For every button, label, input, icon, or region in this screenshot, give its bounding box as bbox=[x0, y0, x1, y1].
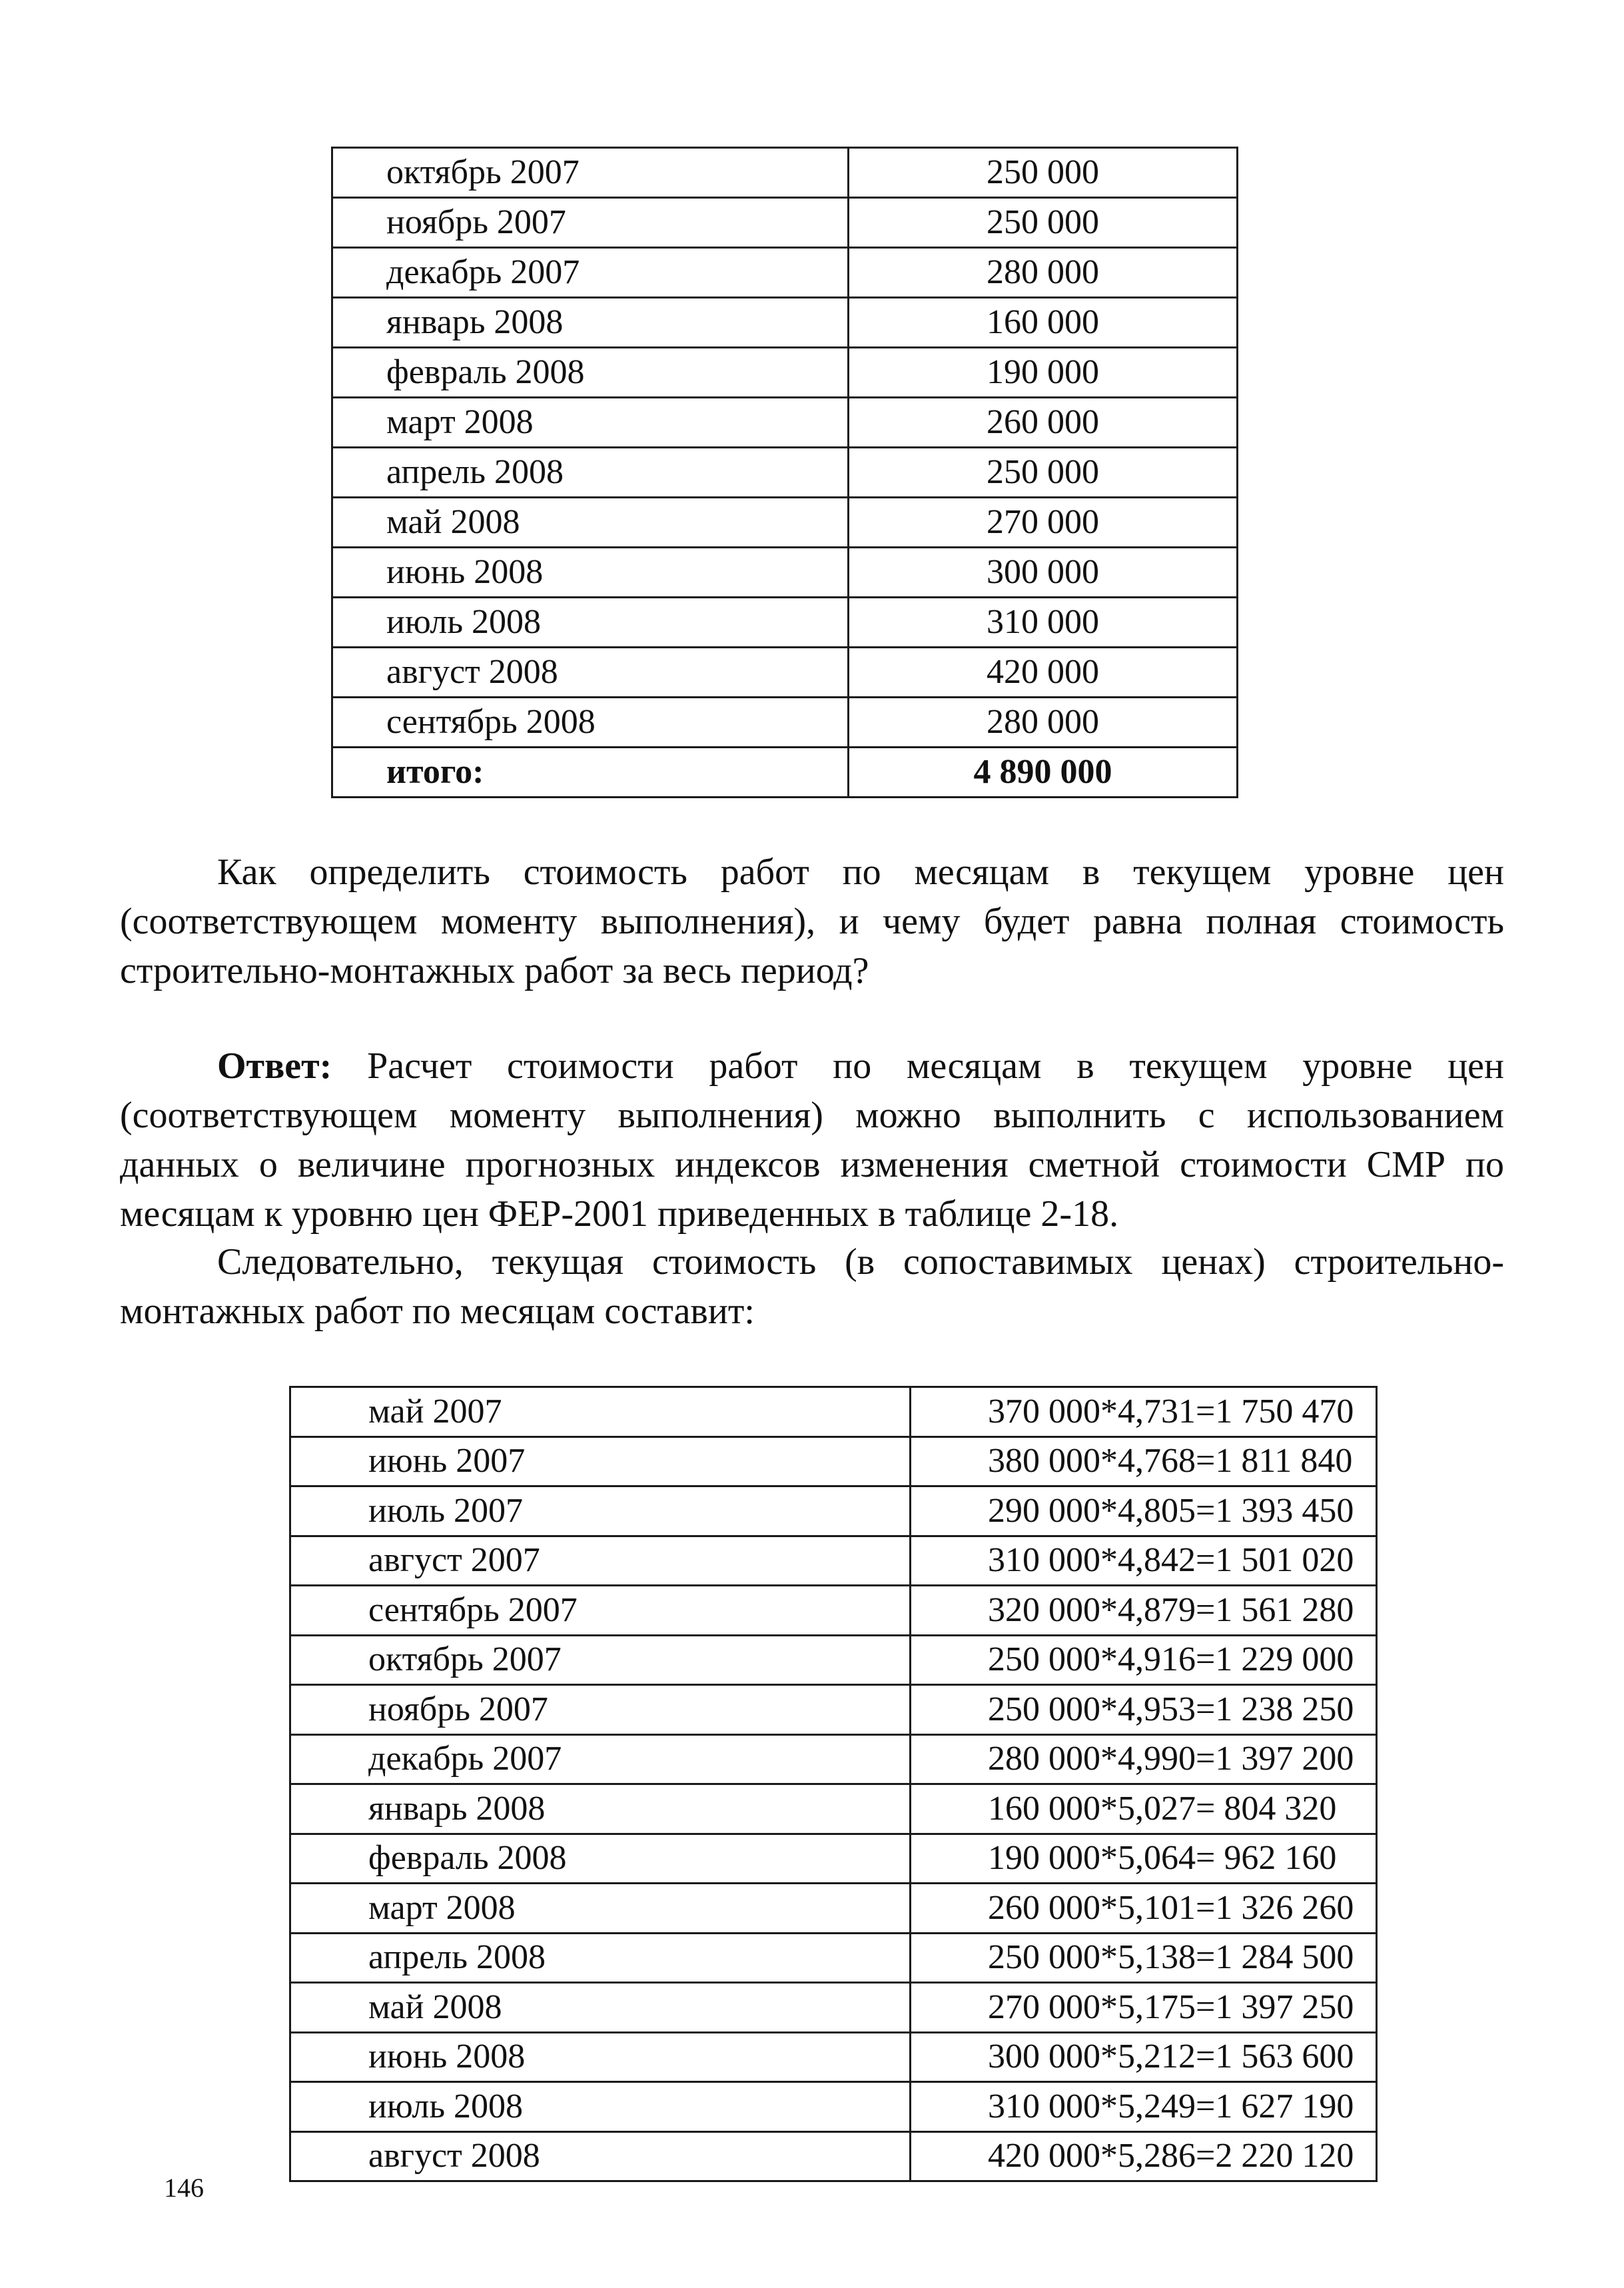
table-row bbox=[332, 698, 1238, 748]
table-row bbox=[332, 198, 1238, 248]
calc-cell: 300 000*5,212=1 563 600 bbox=[911, 2032, 1377, 2082]
current-price-table bbox=[289, 1386, 1378, 2182]
month-cell: июнь 2007 bbox=[290, 1436, 911, 1486]
table-row bbox=[290, 1486, 1377, 1536]
table-row bbox=[290, 1635, 1377, 1685]
month-cell: апрель 2008 bbox=[332, 448, 849, 498]
table-row bbox=[332, 248, 1238, 298]
month-cell: январь 2008 bbox=[332, 298, 849, 348]
value-cell: 270 000 bbox=[849, 498, 1238, 548]
month-cell: май 2007 bbox=[290, 1387, 911, 1437]
table-row bbox=[290, 1685, 1377, 1735]
calc-cell: 250 000*4,953=1 238 250 bbox=[911, 1685, 1377, 1735]
month-cell: июль 2007 bbox=[290, 1486, 911, 1536]
question-line: Как определить стоимость работ по месяцам в текущем уровне цен bbox=[217, 852, 1504, 893]
table-row bbox=[290, 1834, 1377, 1884]
calc-cell: 250 000*4,916=1 229 000 bbox=[911, 1635, 1377, 1685]
table-row bbox=[290, 1436, 1377, 1486]
answer-line: данных о величине прогнозных индексов изменения сметной стоимости СМР по bbox=[120, 1144, 1504, 1185]
month-cell: октябрь 2007 bbox=[332, 148, 849, 198]
table-row bbox=[290, 1784, 1377, 1834]
value-cell: 310 000 bbox=[849, 598, 1238, 648]
calc-cell: 310 000*5,249=1 627 190 bbox=[911, 2082, 1377, 2132]
total-row bbox=[332, 748, 1238, 798]
answer-paragraph bbox=[120, 1041, 1504, 1239]
table-row bbox=[290, 1933, 1377, 1983]
month-cell: ноябрь 2007 bbox=[332, 198, 849, 248]
table-row bbox=[332, 598, 1238, 648]
month-cell: март 2008 bbox=[332, 398, 849, 448]
total-label: итого: bbox=[332, 748, 849, 798]
calc-cell: 420 000*5,286=2 220 120 bbox=[911, 2131, 1377, 2181]
value-cell: 300 000 bbox=[849, 548, 1238, 598]
calc-cell: 190 000*5,064= 962 160 bbox=[911, 1834, 1377, 1884]
month-cell: октябрь 2007 bbox=[290, 1635, 911, 1685]
value-cell: 250 000 bbox=[849, 448, 1238, 498]
value-cell: 420 000 bbox=[849, 648, 1238, 698]
calc-cell: 380 000*4,768=1 811 840 bbox=[911, 1436, 1377, 1486]
month-cell: сентябрь 2008 bbox=[332, 698, 849, 748]
month-cell: ноябрь 2007 bbox=[290, 1685, 911, 1735]
conclusion-paragraph bbox=[120, 1237, 1504, 1336]
month-cell: июнь 2008 bbox=[332, 548, 849, 598]
table-row bbox=[332, 548, 1238, 598]
value-cell: 250 000 bbox=[849, 198, 1238, 248]
table-row bbox=[290, 1983, 1377, 2033]
month-cell: май 2008 bbox=[332, 498, 849, 548]
value-cell: 280 000 bbox=[849, 698, 1238, 748]
calc-cell: 270 000*5,175=1 397 250 bbox=[911, 1983, 1377, 2033]
conclusion-line: Следовательно, текущая стоимость (в сопоставимых ценах) строительно- bbox=[217, 1241, 1504, 1283]
calc-cell: 290 000*4,805=1 393 450 bbox=[911, 1486, 1377, 1536]
answer-label: Ответ: bbox=[217, 1045, 332, 1087]
month-cell: май 2008 bbox=[290, 1983, 911, 2033]
month-cell: январь 2008 bbox=[290, 1784, 911, 1834]
calc-cell: 310 000*4,842=1 501 020 bbox=[911, 1536, 1377, 1586]
table-row bbox=[332, 398, 1238, 448]
table-row bbox=[290, 1734, 1377, 1784]
month-cell: сентябрь 2007 bbox=[290, 1586, 911, 1636]
month-cell: август 2007 bbox=[290, 1536, 911, 1586]
value-cell: 190 000 bbox=[849, 348, 1238, 398]
answer-line: (соответствующем моменту выполнения) можно выполнить с использованием bbox=[120, 1095, 1504, 1136]
table-row bbox=[290, 2032, 1377, 2082]
monthly-cost-table bbox=[331, 147, 1238, 798]
month-cell: апрель 2008 bbox=[290, 1933, 911, 1983]
table-row bbox=[332, 648, 1238, 698]
page-number: 146 bbox=[164, 2173, 204, 2203]
calc-cell: 160 000*5,027= 804 320 bbox=[911, 1784, 1377, 1834]
month-cell: июль 2008 bbox=[290, 2082, 911, 2132]
question-line: (соответствующем моменту выполнения), и чему будет равна полная стоимость bbox=[120, 901, 1504, 942]
value-cell: 160 000 bbox=[849, 298, 1238, 348]
answer-line: Расчет стоимости работ по месяцам в текущем уровне цен bbox=[367, 1045, 1505, 1087]
month-cell: февраль 2008 bbox=[332, 348, 849, 398]
table-row bbox=[290, 1884, 1377, 1934]
table-row bbox=[290, 2131, 1377, 2181]
table-row bbox=[290, 1586, 1377, 1636]
monthly-cost-table-body bbox=[332, 148, 1238, 798]
table-row bbox=[332, 498, 1238, 548]
table-row bbox=[332, 148, 1238, 198]
value-cell: 250 000 bbox=[849, 148, 1238, 198]
answer-line: месяцам к уровню цен ФЕР-2001 приведенных в таблице 2-18. bbox=[120, 1193, 1119, 1235]
calc-cell: 280 000*4,990=1 397 200 bbox=[911, 1734, 1377, 1784]
calc-cell: 250 000*5,138=1 284 500 bbox=[911, 1933, 1377, 1983]
calc-cell: 370 000*4,731=1 750 470 bbox=[911, 1387, 1377, 1437]
table-row bbox=[332, 298, 1238, 348]
month-cell: декабрь 2007 bbox=[332, 248, 849, 298]
calc-cell: 320 000*4,879=1 561 280 bbox=[911, 1586, 1377, 1636]
month-cell: август 2008 bbox=[290, 2131, 911, 2181]
table-row bbox=[332, 448, 1238, 498]
answer-first-line bbox=[120, 1041, 1504, 1091]
month-cell: июнь 2008 bbox=[290, 2032, 911, 2082]
table-row bbox=[332, 348, 1238, 398]
month-cell: март 2008 bbox=[290, 1884, 911, 1934]
value-cell: 280 000 bbox=[849, 248, 1238, 298]
total-value: 4 890 000 bbox=[849, 748, 1238, 798]
table-row bbox=[290, 1536, 1377, 1586]
conclusion-line: монтажных работ по месяцам составит: bbox=[120, 1291, 755, 1332]
month-cell: август 2008 bbox=[332, 648, 849, 698]
table-row bbox=[290, 2082, 1377, 2132]
question-paragraph bbox=[120, 848, 1504, 995]
current-price-table-body bbox=[290, 1387, 1377, 2181]
calc-cell: 260 000*5,101=1 326 260 bbox=[911, 1884, 1377, 1934]
month-cell: июль 2008 bbox=[332, 598, 849, 648]
table-row bbox=[290, 1387, 1377, 1437]
value-cell: 260 000 bbox=[849, 398, 1238, 448]
question-line: строительно-монтажных работ за весь период? bbox=[120, 950, 869, 991]
month-cell: декабрь 2007 bbox=[290, 1734, 911, 1784]
month-cell: февраль 2008 bbox=[290, 1834, 911, 1884]
